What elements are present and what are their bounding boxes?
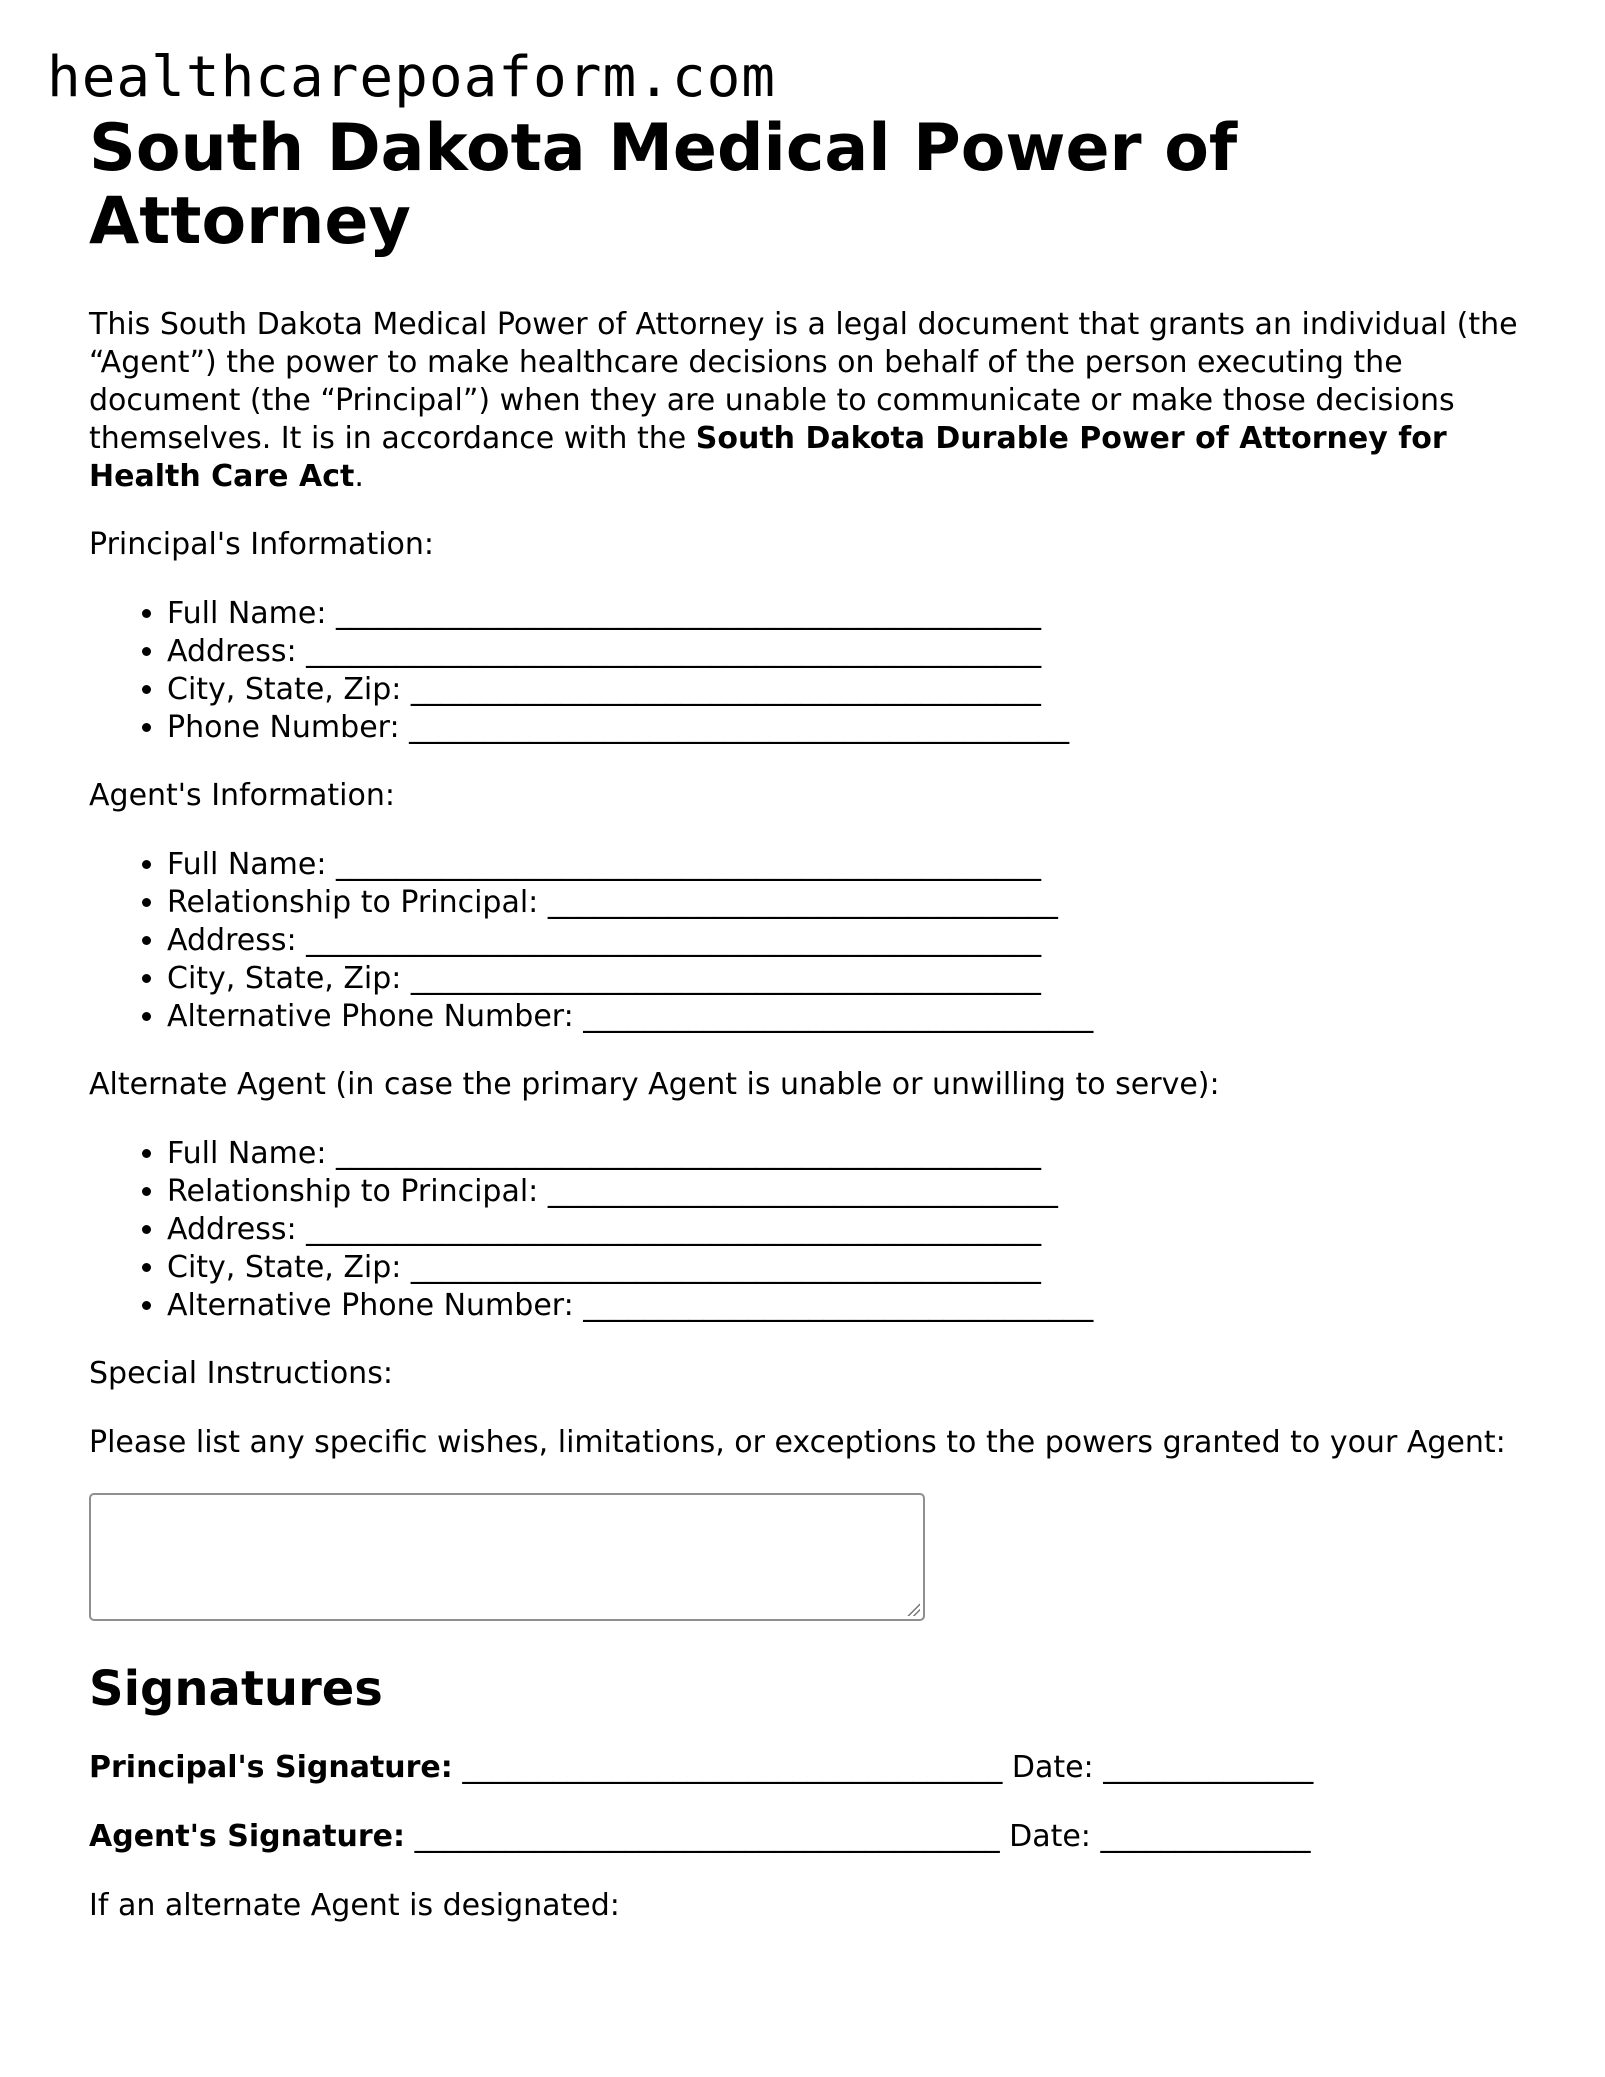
alternate-agent-note: If an alternate Agent is designated: [89,1888,620,1923]
agent-heading: Agent's Information: [89,778,395,813]
agent-city-state-zip-field[interactable]: • City, State, Zip: __________________________________________ [167,960,1519,998]
intro-paragraph [89,306,1519,496]
alternate-relationship-field[interactable]: • Relationship to Principal: __________________________________ [167,1173,1519,1211]
agent-signature-label: Agent's Signature: [89,1819,406,1854]
agent-full-name-field[interactable]: • Full Name: _______________________________________________ [167,846,1519,884]
resize-grip-icon[interactable] [906,1602,920,1616]
signatures-heading: Signatures [89,1661,383,1717]
special-instructions-prompt: Please list any specific wishes, limitations, or exceptions to the powers granted to your Agent: [89,1425,1506,1460]
principal-phone-field[interactable]: • Phone Number: ____________________________________________ [167,709,1519,747]
principal-address-field[interactable]: • Address: _________________________________________________ [167,633,1519,671]
principal-city-state-zip-field[interactable]: • City, State, Zip: __________________________________________ [167,671,1519,709]
alternate-agent-fields [89,1135,1519,1325]
intro-text: This South Dakota Medical Power of Attorney is a legal document that grants an individual (the “Agent”) the power to make healthcare decisions on behalf of the person executing the document (the “Principal”) when they are unable to communicate or make those decisions themselves. It is in accordance with the [89,307,1518,456]
alternate-full-name-field[interactable]: • Full Name: _______________________________________________ [167,1135,1519,1173]
watermark: healthcarepoaform.com [47,45,777,110]
intro-end: . [354,459,364,494]
principal-signature-label: Principal's Signature: [89,1750,453,1785]
alternate-city-state-zip-field[interactable]: • City, State, Zip: __________________________________________ [167,1249,1519,1287]
agent-signature-line[interactable] [89,1818,1519,1856]
principal-signature-line[interactable] [89,1749,1519,1787]
document-body [89,112,1519,1956]
agent-alt-phone-field[interactable]: • Alternative Phone Number: __________________________________ [167,998,1519,1036]
agent-signature-blank: _______________________________________ Date: ______________ [405,1819,1311,1854]
special-instructions-textarea[interactable] [89,1493,925,1621]
alternate-agent-heading: Alternate Agent (in case the primary Agent is unable or unwilling to serve): [89,1067,1220,1102]
special-instructions-heading: Special Instructions: [89,1356,393,1391]
principal-heading: Principal's Information: [89,527,435,562]
agent-fields [89,846,1519,1036]
agent-address-field[interactable]: • Address: _________________________________________________ [167,922,1519,960]
document-title: South Dakota Medical Power of Attorney [89,111,1238,259]
act-name: South Dakota Durable Power of Attorney for Health Care Act [89,421,1447,494]
principal-signature-blank: ____________________________________ Date: ______________ [452,1750,1314,1785]
principal-full-name-field[interactable]: • Full Name: _______________________________________________ [167,595,1519,633]
alternate-address-field[interactable]: • Address: _________________________________________________ [167,1211,1519,1249]
alternate-alt-phone-field[interactable]: • Alternative Phone Number: __________________________________ [167,1287,1519,1325]
principal-fields [89,595,1519,747]
agent-relationship-field[interactable]: • Relationship to Principal: __________________________________ [167,884,1519,922]
